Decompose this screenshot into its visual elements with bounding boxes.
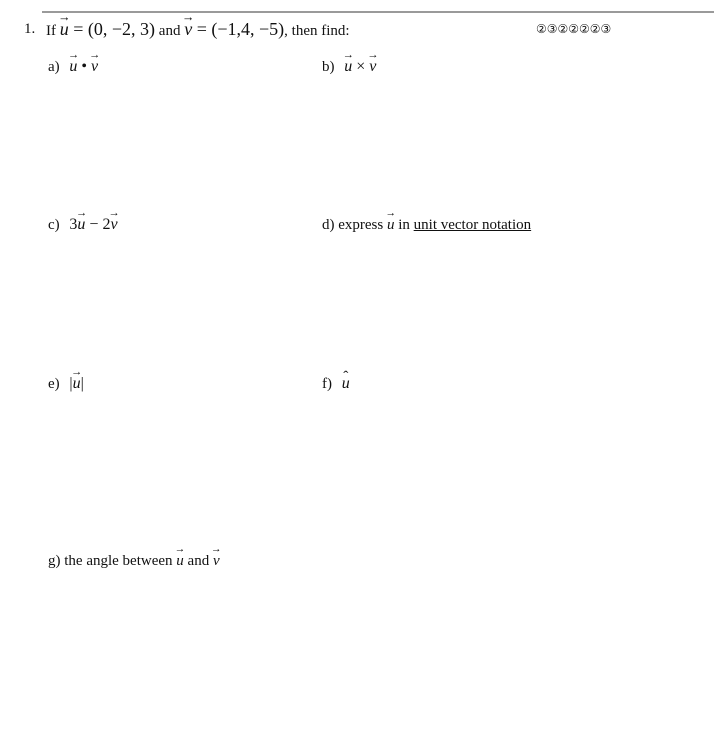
- unit-vector-u-hat: ˆ u: [342, 374, 350, 394]
- cross-operator: ×: [356, 58, 366, 75]
- vector-u: → u: [73, 374, 81, 394]
- unit-vector-notation-text: unit vector notation: [413, 217, 532, 233]
- dot-operator: •: [81, 58, 88, 75]
- part-d: [322, 215, 531, 235]
- if-word: If: [46, 23, 56, 39]
- mark-sequence: ②③②②②②③: [536, 22, 612, 36]
- part-g-label: g) the angle between: [48, 553, 173, 569]
- part-a-label: a): [48, 59, 60, 75]
- minus-operator: −: [89, 216, 99, 233]
- part-b: [322, 57, 376, 77]
- top-rule: [42, 11, 714, 13]
- vector-u: → u: [176, 551, 184, 571]
- vector-v: → v: [110, 215, 117, 235]
- part-c-label: c): [48, 217, 60, 233]
- vector-u: → u: [69, 57, 77, 77]
- vector-v: → v: [184, 19, 192, 39]
- vector-u: → u: [77, 215, 85, 235]
- part-e-label: e): [48, 376, 60, 392]
- vector-v: → v: [213, 551, 220, 571]
- u-definition: [60, 19, 155, 39]
- part-f: [322, 374, 350, 394]
- question-number: 1.: [24, 21, 36, 37]
- and-word: and: [158, 23, 181, 39]
- v-definition: [184, 19, 284, 39]
- in-word: in: [398, 217, 410, 233]
- equals-sign: =: [73, 19, 84, 39]
- and-word: and: [187, 553, 210, 569]
- coefficient-3: 3: [69, 216, 78, 233]
- part-e: [48, 374, 84, 394]
- coefficient-2: 2: [102, 216, 111, 233]
- vector-v: → v: [369, 57, 376, 77]
- part-a: [48, 57, 98, 77]
- u-components: (0, −2, 3): [87, 19, 156, 39]
- vector-v: → v: [91, 57, 98, 77]
- abs-bar-close: |: [80, 375, 84, 392]
- question-tail: , then find:: [284, 23, 350, 39]
- v-components: (−1,4, −5): [211, 19, 285, 39]
- part-d-label: d) express: [322, 217, 384, 233]
- vector-u: → u: [60, 19, 69, 39]
- vector-u: → u: [344, 57, 352, 77]
- part-b-label: b): [322, 59, 335, 75]
- part-g: [48, 551, 220, 571]
- abs-bar-open: |: [69, 375, 73, 392]
- part-c: [48, 215, 118, 235]
- question-stem: [46, 19, 350, 41]
- part-f-label: f): [322, 376, 332, 392]
- vector-u: → u: [387, 215, 395, 235]
- equals-sign: =: [196, 19, 207, 39]
